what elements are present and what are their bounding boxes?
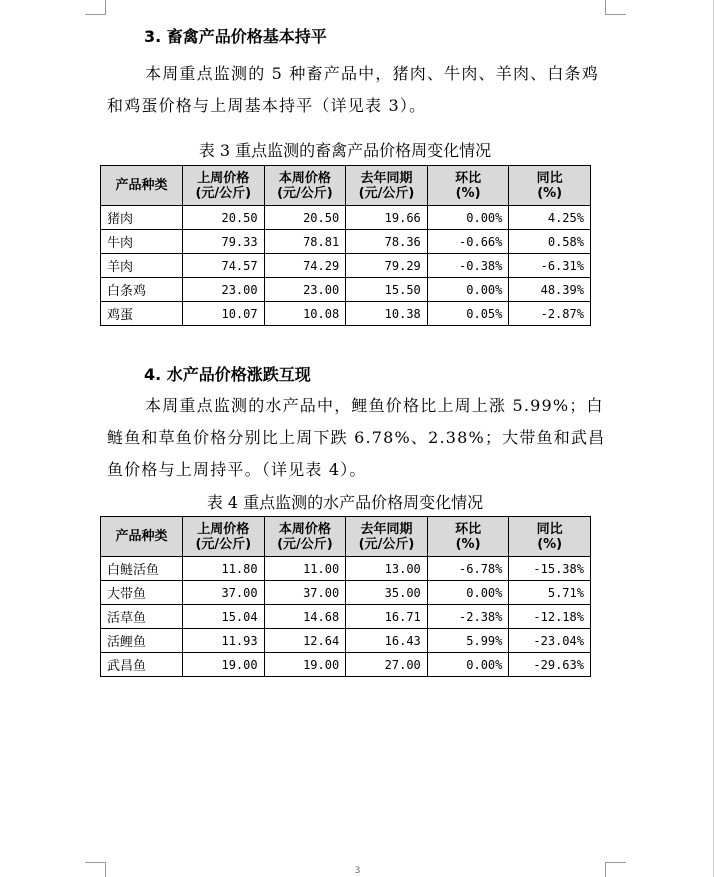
value-cell: 0.05% (427, 302, 509, 326)
value-cell: 16.71 (346, 605, 428, 629)
column-header: 去年同期 (元/公斤) (346, 166, 428, 206)
value-cell: 0.00% (427, 278, 509, 302)
column-header: 去年同期 (元/公斤) (346, 517, 428, 557)
value-cell: 16.43 (346, 629, 428, 653)
value-cell: -0.66% (427, 230, 509, 254)
table-row (101, 581, 591, 605)
value-cell: -6.78% (427, 557, 509, 581)
value-cell: 0.00% (427, 581, 509, 605)
column-header: 同比 (%) (509, 166, 591, 206)
table-row (101, 278, 591, 302)
column-header: 同比 (%) (509, 517, 591, 557)
value-cell: 0.00% (427, 653, 509, 677)
value-cell: 5.71% (509, 581, 591, 605)
column-header: 本周价格 (元/公斤) (264, 517, 346, 557)
value-cell: -2.87% (509, 302, 591, 326)
table-row (101, 302, 591, 326)
value-cell: 19.66 (346, 206, 428, 230)
section-heading-aquatic: 4. 水产品价格涨跌互现 (144, 365, 311, 384)
value-cell: 79.33 (183, 230, 265, 254)
value-cell: 15.04 (183, 605, 265, 629)
table-row (101, 653, 591, 677)
value-cell: 78.81 (264, 230, 346, 254)
product-name-cell: 羊肉 (101, 254, 183, 278)
section-heading-livestock: 3. 畜禽产品价格基本持平 (144, 27, 327, 46)
page-corner-mark (605, 0, 626, 15)
value-cell: 4.25% (509, 206, 591, 230)
value-cell: -29.63% (509, 653, 591, 677)
page-number: 3 (354, 866, 361, 876)
value-cell: 0.00% (427, 206, 509, 230)
value-cell: 74.57 (183, 254, 265, 278)
value-cell: 19.00 (264, 653, 346, 677)
window-edge (713, 0, 714, 877)
product-name-cell: 活草鱼 (101, 605, 183, 629)
value-cell: 10.38 (346, 302, 428, 326)
value-cell: 19.00 (183, 653, 265, 677)
value-cell: 48.39% (509, 278, 591, 302)
value-cell: 78.36 (346, 230, 428, 254)
column-header: 本周价格 (元/公斤) (264, 166, 346, 206)
value-cell: -6.31% (509, 254, 591, 278)
value-cell: 13.00 (346, 557, 428, 581)
value-cell: 11.00 (264, 557, 346, 581)
value-cell: 35.00 (346, 581, 428, 605)
column-header: 上周价格 (元/公斤) (183, 166, 265, 206)
value-cell: 23.00 (183, 278, 265, 302)
section-paragraph-aquatic: 本周重点监测的水产品中，鲤鱼价格比上周上涨 5.99%；白鲢鱼和草鱼价格分别比上周下跌 6.78%、2.38%；大带鱼和武昌鱼价格与上周持平。（详见表 4）。 (107, 396, 606, 479)
value-cell: 11.93 (183, 629, 265, 653)
value-cell: 20.50 (183, 206, 265, 230)
value-cell: 10.08 (264, 302, 346, 326)
table-row (101, 557, 591, 581)
product-name-cell: 猪肉 (101, 206, 183, 230)
product-name-cell: 活鲤鱼 (101, 629, 183, 653)
value-cell: 11.80 (183, 557, 265, 581)
table-caption-livestock: 表 3 重点监测的畜禽产品价格周变化情况 (198, 141, 492, 160)
table-header-row (101, 166, 591, 206)
table-row (101, 230, 591, 254)
table-row (101, 629, 591, 653)
value-cell: 0.58% (509, 230, 591, 254)
product-name-cell: 白鲢活鱼 (101, 557, 183, 581)
value-cell: 20.50 (264, 206, 346, 230)
table-row (101, 206, 591, 230)
value-cell: 23.00 (264, 278, 346, 302)
column-header: 上周价格 (元/公斤) (183, 517, 265, 557)
value-cell: -23.04% (509, 629, 591, 653)
value-cell: 12.64 (264, 629, 346, 653)
value-cell: 79.29 (346, 254, 428, 278)
product-name-cell: 鸡蛋 (101, 302, 183, 326)
value-cell: 37.00 (183, 581, 265, 605)
column-header: 环比 (%) (427, 166, 509, 206)
product-name-cell: 牛肉 (101, 230, 183, 254)
value-cell: 15.50 (346, 278, 428, 302)
price-table-aquatic (100, 516, 591, 677)
table-caption-aquatic: 表 4 重点监测的水产品价格周变化情况 (206, 493, 484, 512)
column-header: 环比 (%) (427, 517, 509, 557)
value-cell: 27.00 (346, 653, 428, 677)
table-row (101, 254, 591, 278)
page-corner-mark (85, 0, 106, 15)
product-name-cell: 武昌鱼 (101, 653, 183, 677)
value-cell: 14.68 (264, 605, 346, 629)
product-name-cell: 白条鸡 (101, 278, 183, 302)
product-name-cell: 大带鱼 (101, 581, 183, 605)
price-table-livestock (100, 165, 591, 326)
value-cell: -0.38% (427, 254, 509, 278)
value-cell: 74.29 (264, 254, 346, 278)
value-cell: -15.38% (509, 557, 591, 581)
value-cell: 10.07 (183, 302, 265, 326)
value-cell: 37.00 (264, 581, 346, 605)
column-header: 产品种类 (101, 517, 183, 557)
table-header-row (101, 517, 591, 557)
value-cell: 5.99% (427, 629, 509, 653)
table-row (101, 605, 591, 629)
column-header: 产品种类 (101, 166, 183, 206)
value-cell: -2.38% (427, 605, 509, 629)
value-cell: -12.18% (509, 605, 591, 629)
section-paragraph-livestock: 本周重点监测的 5 种畜产品中，猪肉、牛肉、羊肉、白条鸡和鸡蛋价格与上周基本持平（详见表 3）。 (107, 64, 599, 115)
